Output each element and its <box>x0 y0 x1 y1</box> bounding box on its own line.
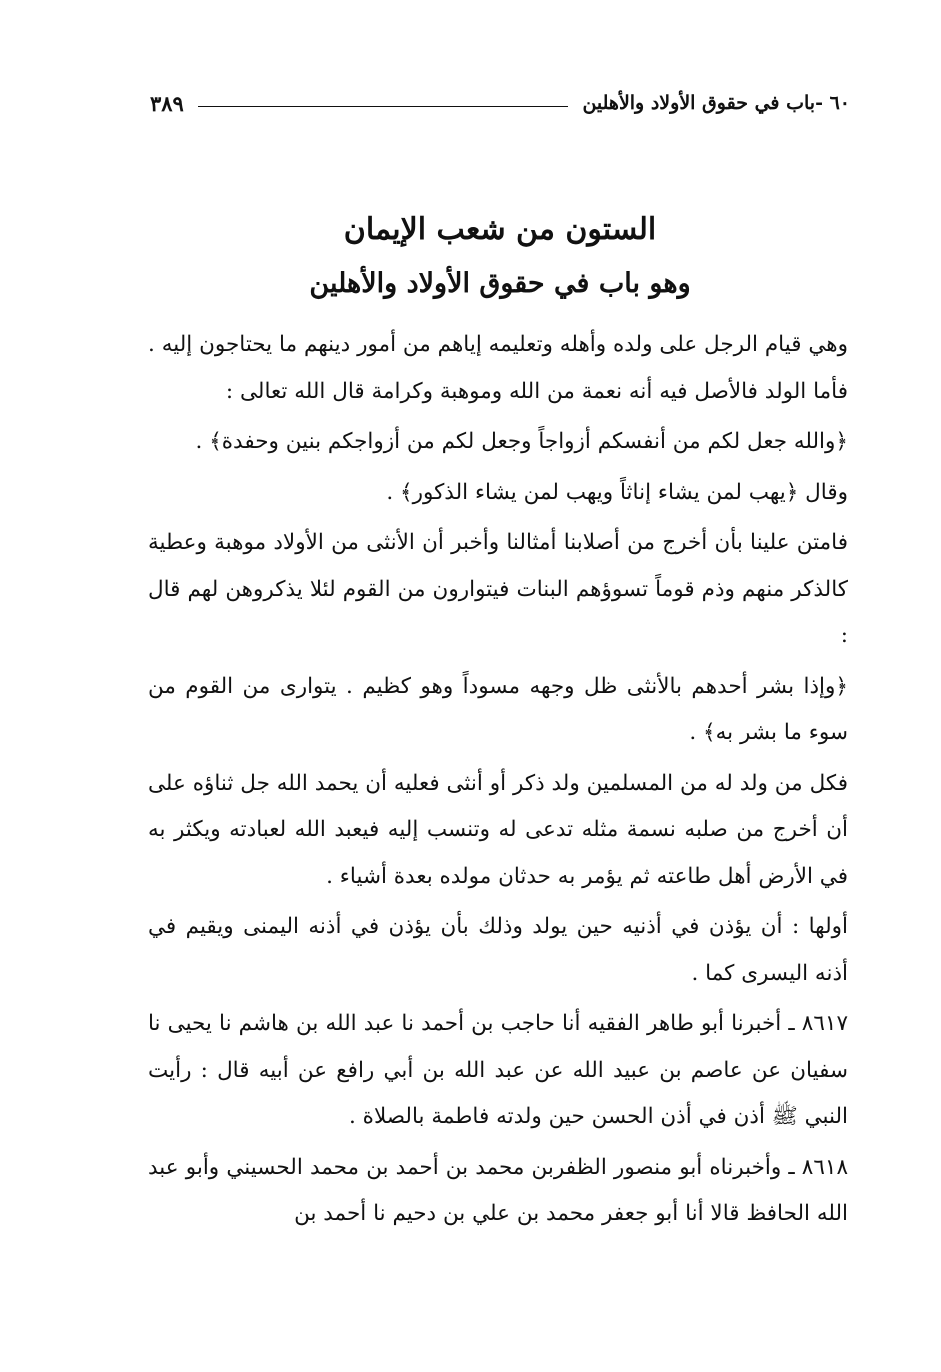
paragraph-intro: وهي قيام الرجل على ولده وأهله وتعليمه إياهم من أمور دينهم ما يحتاجون إليه . فأما الولد فالأصل فيه أنه نعمة من الله وموهبة وكرامة قال الله تعالى : <box>148 332 848 404</box>
hadith-8618: ٨٦١٨ ـ وأخبرناه أبو منصور الظفربن محمد بن أحمد بن محمد الحسيني وأبو عبد الله الحافظ قالا أنا أبو جعفر محمد بن علي بن دحيم نا أحمد بن <box>148 1154 848 1226</box>
hadith-8617: ٨٦١٧ ـ أخبرنا أبو طاهر الفقيه أنا حاجب بن أحمد نا عبد الله بن هاشم نا يحيى نا سفيان عن عاصم بن عبيد الله عن عبد الله بن أبي رافع عن أبيه قال : رأيت النبي ﷺ أذن في أذن الحسن حين ولدته فاطمة بالصلاة . <box>148 1011 848 1129</box>
running-title: ٦٠ -باب في حقوق الأولاد والأهلين <box>582 92 850 114</box>
page-body <box>148 322 848 1238</box>
quran-verse-3: ﴿وإذا بشر أحدهم بالأنثى ظل وجهه مسوداً وهو كظيم . يتوارى من القوم من سوء ما بشر به﴾ . <box>148 673 848 745</box>
chapter-title: الستون من شعب الإيمان <box>343 212 657 247</box>
paragraph-adhan: أولها : أن يؤذن في أذنيه حين يولد وذلك بأن يؤذن في أذنه اليمنى ويقيم في أذنه اليسرى كما . <box>148 914 848 986</box>
paragraph-gratitude: فكل من ولد له من المسلمين ولد ذكر أو أنثى فعليه أن يحمد الله جل ثناؤه على أن أخرج من صلبه نسمة مثله تدعى له وتنسب إليه فيعبد الله لعبادته ويكثر به في الأرض أهل طاعته ثم يؤمر به حدثان مولده بعدة أشياء . <box>148 770 848 889</box>
header-rule <box>198 106 569 107</box>
running-header <box>150 86 850 120</box>
chapter-subtitle: وهو باب في حقوق الأولاد والأهلين <box>309 268 691 299</box>
paragraph-daughters: فامتن علينا بأن أخرج من أصلابنا أمثالنا وأخبر أن الأنثى من الأولاد موهبة وعطية كالذكر منهم وذم قوماً تسوؤهم البنات فيتوارون من القوم لئلا يذكروهن لهم قال : <box>148 530 848 648</box>
quran-verse-1: ﴿والله جعل لكم من أنفسكم أزواجاً وجعل لكم من أزواجكم بنين وحفدة﴾ . <box>195 429 848 454</box>
page-number: ٣٨٩ <box>150 90 184 116</box>
quran-verse-2: وقال ﴿يهب لمن يشاء إناثاً ويهب لمن يشاء الذكور﴾ . <box>386 479 848 505</box>
